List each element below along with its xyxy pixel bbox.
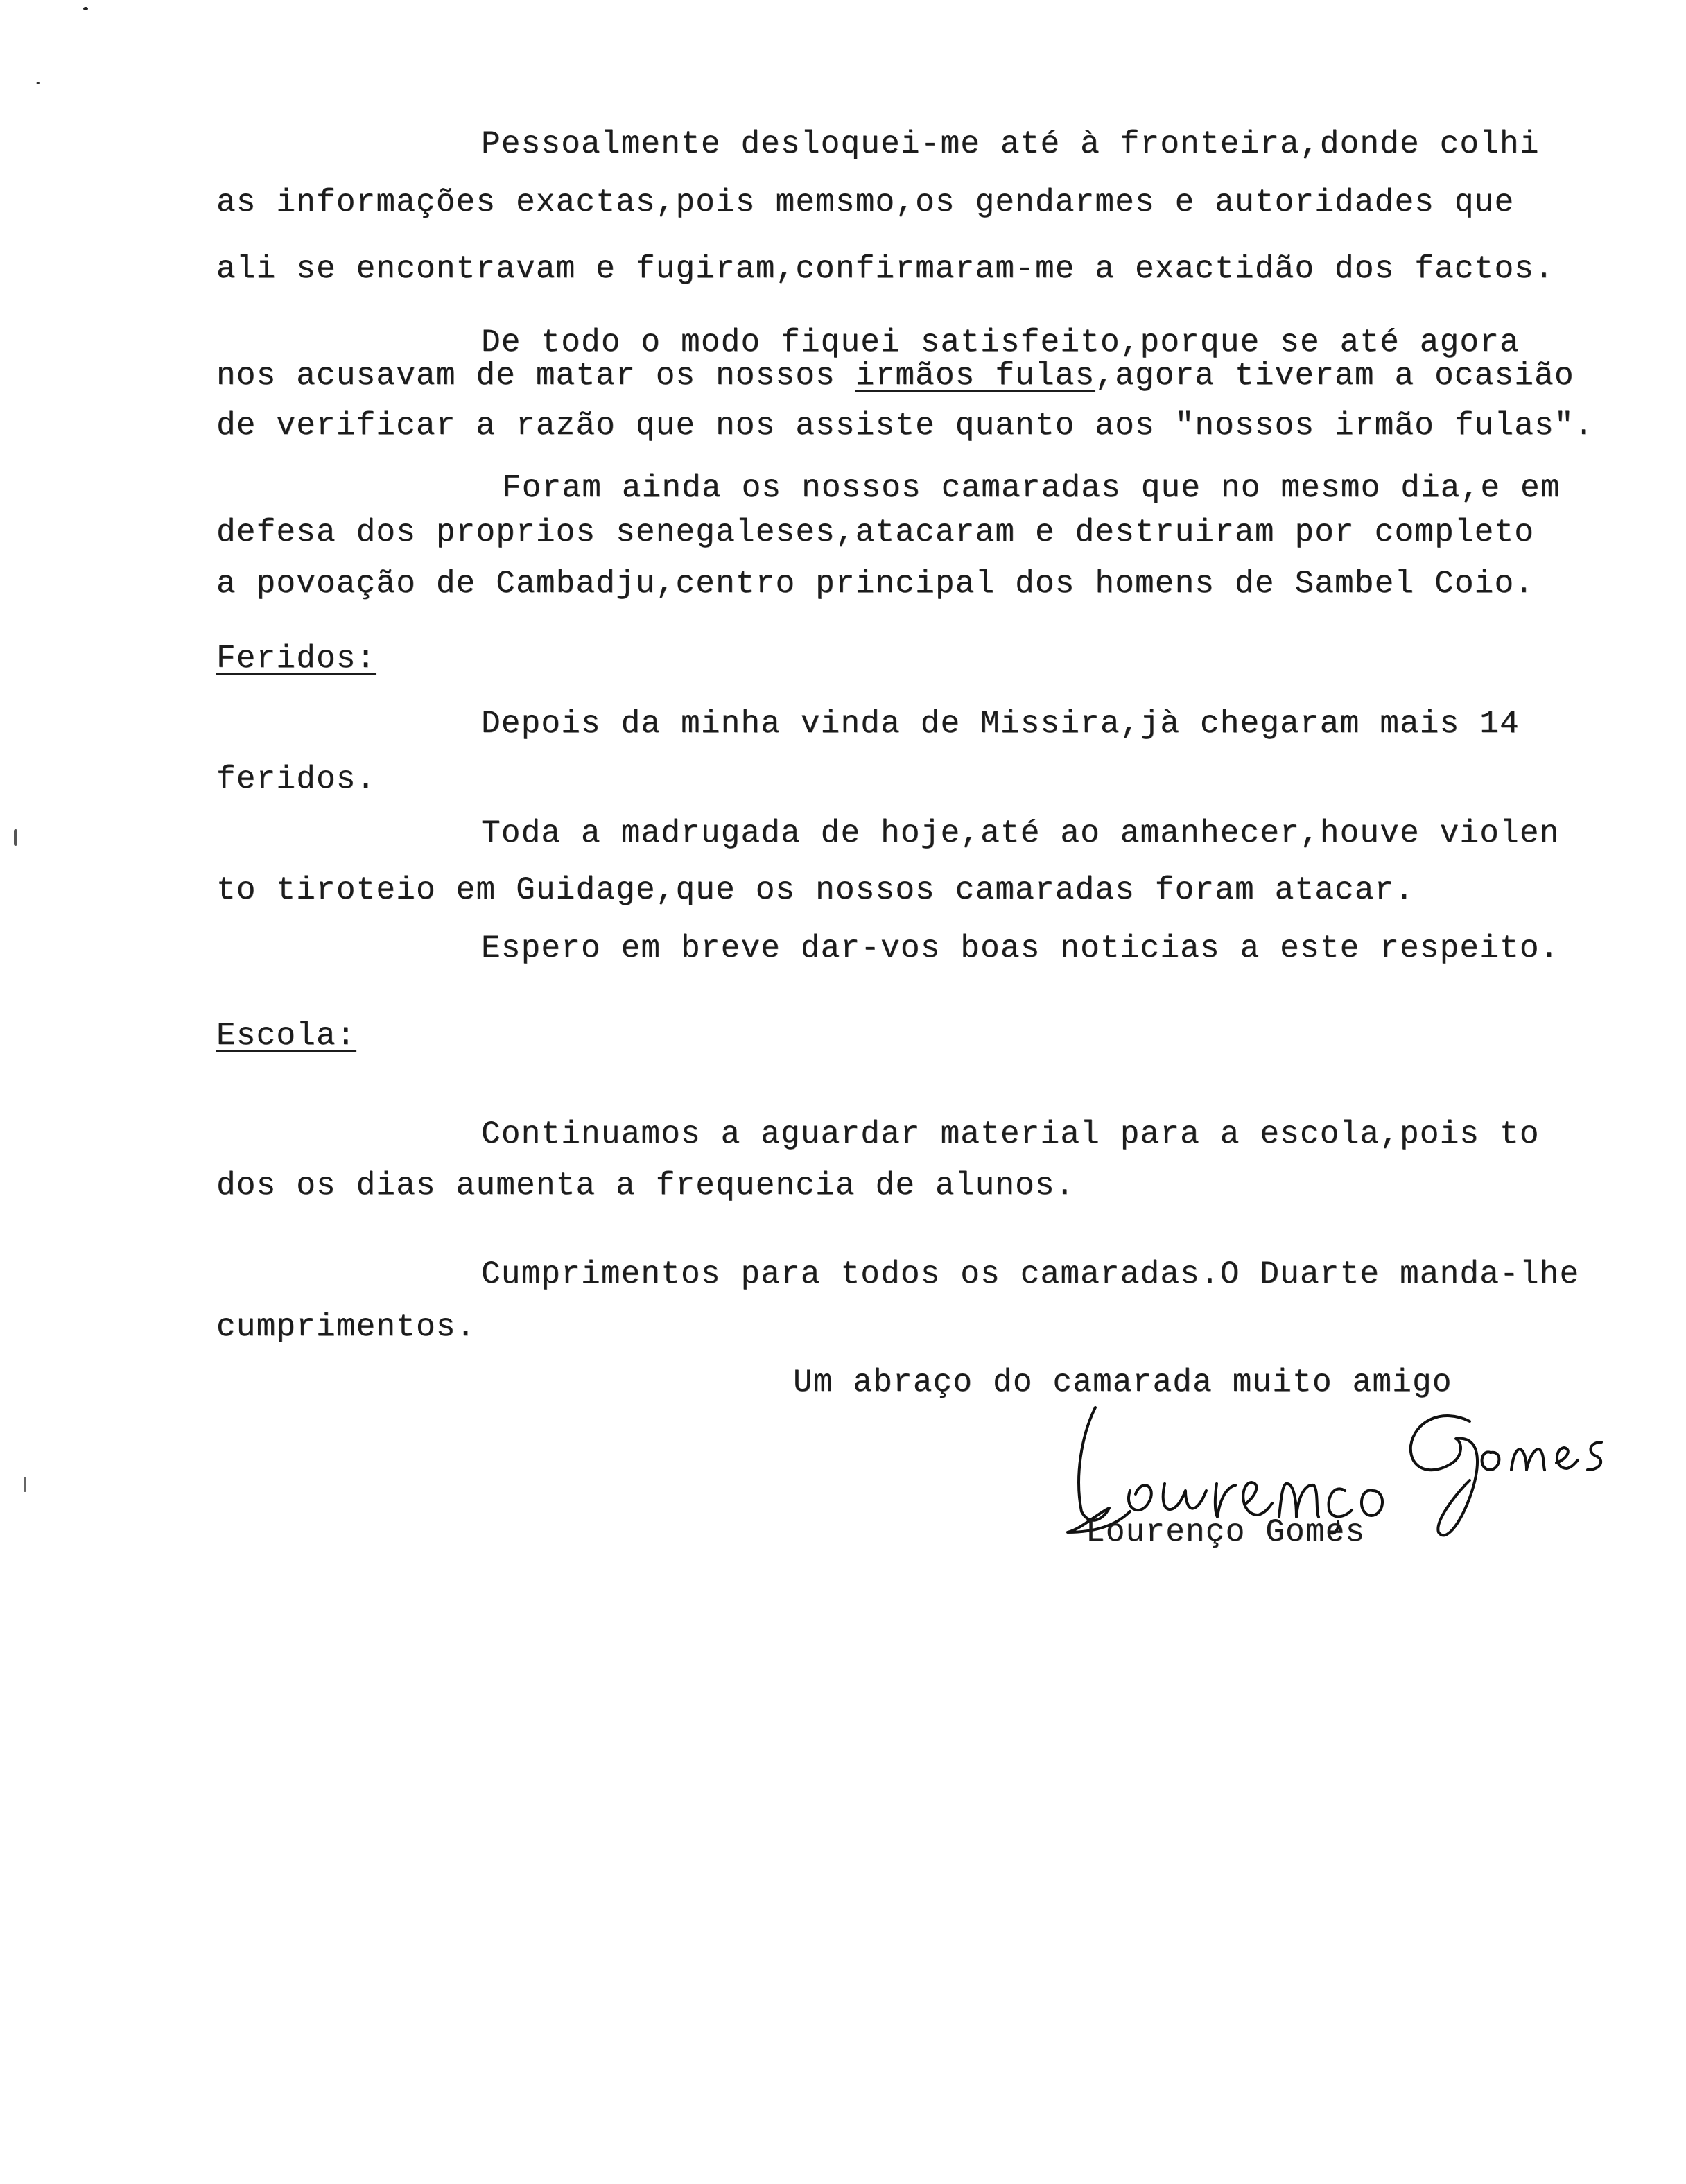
underlined-phrase: irmãos fulas <box>855 358 1095 394</box>
feridos-line-5: Espero em breve dar-vos boas noticias a este respeito. <box>481 930 1560 967</box>
paragraph-2-line-3: de verificar a razão que nos assiste quanto aos "nossos irmão fulas". <box>216 408 1594 444</box>
escola-line-1: Continuamos a aguardar material para a escola,pois to <box>481 1116 1540 1152</box>
valediction: Um abraço do camarada muito amigo <box>793 1364 1452 1401</box>
scan-speck <box>24 1477 26 1492</box>
feridos-line-3: Toda a madrugada de hoje,até ao amanhecer,houve violen <box>481 815 1560 851</box>
section-heading-escola: Escola: <box>216 1018 356 1054</box>
paragraph-1-line-3: ali se encontravam e fugiram,confirmaram-me a exactidão dos factos. <box>216 251 1554 287</box>
paragraph-2-text: nos acusavam de matar os nossos <box>216 358 835 394</box>
paragraph-1-line-2: as informações exactas,pois memsmo,os gendarmes e autoridades que <box>216 184 1515 220</box>
scan-speck <box>14 829 17 846</box>
paragraph-2-line-2 <box>216 356 1574 395</box>
feridos-line-4: to tiroteio em Guidage,que os nossos camaradas foram atacar. <box>216 872 1415 908</box>
scan-speck <box>36 82 40 84</box>
paragraph-3-line-2: defesa dos proprios senegaleses,atacaram e destruiram por completo <box>216 514 1535 551</box>
paragraph-3-line-3: a povoação de Cambadju,centro principal dos homens de Sambel Coio. <box>216 566 1535 602</box>
closing-line-1: Cumprimentos para todos os camaradas.O Duarte manda-lhe <box>481 1256 1580 1292</box>
escola-line-2: dos os dias aumenta a frequencia de alunos. <box>216 1168 1075 1204</box>
feridos-line-2: feridos. <box>216 761 376 797</box>
paragraph-3-line-1: Foram ainda os nossos camaradas que no mesmo dia,e em <box>502 470 1561 506</box>
paragraph-1-line-1: Pessoalmente desloquei-me até à fronteira,donde colhi <box>481 126 1540 162</box>
signature-typed-name: Lourenço Gomes <box>1086 1514 1366 1550</box>
paragraph-2-text-cont: ,agora tiveram a ocasião <box>1095 358 1574 394</box>
closing-line-2: cumprimentos. <box>216 1309 476 1345</box>
feridos-line-1: Depois da minha vinda de Missira,jà chegaram mais 14 <box>481 706 1520 742</box>
scan-speck <box>83 7 88 10</box>
paragraph-2-line-1: De todo o modo fiquei satisfeito,porque se até agora <box>481 324 1520 361</box>
section-heading-feridos: Feridos: <box>216 641 376 677</box>
